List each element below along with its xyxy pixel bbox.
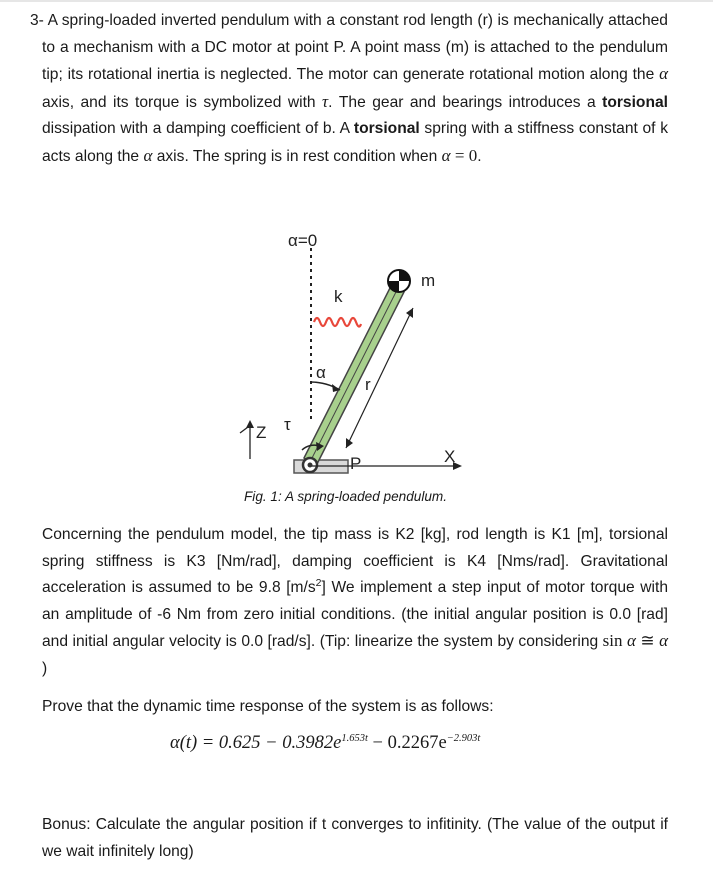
close-paren: )	[42, 659, 48, 677]
label-p: P	[350, 454, 362, 473]
rest-equation: = 0	[454, 145, 478, 165]
period: .	[477, 147, 482, 165]
parameters-paragraph	[42, 522, 668, 683]
problem-intro-e: spring with a stiffness constant of k acts along the	[42, 120, 668, 165]
label-z: Z	[256, 423, 267, 442]
mass-quadrant-1	[399, 270, 410, 281]
label-alpha: α	[316, 363, 326, 382]
pendulum-figure	[220, 222, 480, 490]
figure-caption: Fig. 1: A spring-loaded pendulum.	[244, 489, 448, 504]
response-equation	[170, 733, 480, 754]
label-r: r	[365, 375, 371, 394]
bold-torsional-1: torsional	[602, 93, 668, 111]
equation-mid: − 0.2267e	[367, 733, 447, 753]
bonus-question: Bonus: Calculate the angular position if t converges to infitinity. (The value of the output if we wait infinitely long)	[42, 816, 668, 860]
page-top-border	[0, 0, 713, 2]
problem-intro: 3- A spring-loaded inverted pendulum with a constant rod length (r) is mechanically attached to a mechanism with a DC motor at point P. A point mass (m) is attached to the pendulum tip; its rotational inertia is neglected. The motor can generate rotational motion along the	[30, 12, 668, 84]
bold-torsional-2: torsional	[353, 120, 420, 138]
problem-intro-b: axis, and its torque is symbolized with	[42, 93, 323, 111]
problem-intro-f: axis. The spring is in rest condition when	[152, 147, 442, 165]
equation-lhs: α(t) = 0.625 − 0.3982e	[170, 733, 342, 753]
z-axis-mini-arrow	[240, 427, 248, 433]
approx-symbol: ≅	[635, 631, 660, 651]
alpha-symbol-5: α	[659, 631, 668, 651]
pivot-center	[308, 463, 313, 468]
label-tau: τ	[284, 415, 291, 434]
params-text: Concerning the pendulum model, the tip mass is K2 [kg], rod length is K1 [m], torsional spring stiffness is K3 [Nm/rad], damping coefficient is K4 [Nms/rad]. Gravitational acceleration is assumed to be 9.8 [m/s	[42, 526, 668, 597]
label-alpha-zero: α=0	[288, 231, 318, 250]
alpha-symbol-4: α	[627, 631, 636, 651]
problem-statement	[30, 8, 668, 171]
problem-intro-d: dissipation with a damping coefficient of b. A	[42, 120, 354, 138]
params-superscript: 2	[315, 577, 322, 589]
torsional-spring	[314, 318, 361, 327]
label-m: m	[421, 271, 436, 290]
equation-exponent-1: 1.653t	[341, 732, 368, 744]
sin-function: sin	[602, 631, 623, 651]
prove-statement: Prove that the dynamic time response of the system is as follows:	[42, 698, 494, 715]
alpha-symbol: α	[659, 64, 668, 84]
alpha-symbol-2: α	[143, 145, 153, 165]
label-x: X	[444, 447, 456, 466]
alpha-symbol-3: α	[441, 145, 451, 165]
problem-intro-c: . The gear and bearings introduces a	[328, 93, 603, 111]
tau-symbol: τ	[322, 91, 329, 111]
params-text-b: ] We implement a step input of motor torque with an amplitude of -6 Nm from zero initial conditions. (the initial angular position is 0.0 [rad] and initial angular velocity is 0.0 [rad/s]. (Tip: linearize the system by considering	[42, 579, 669, 651]
equation-exponent-2: −2.903t	[446, 732, 481, 744]
label-k: k	[334, 287, 343, 306]
